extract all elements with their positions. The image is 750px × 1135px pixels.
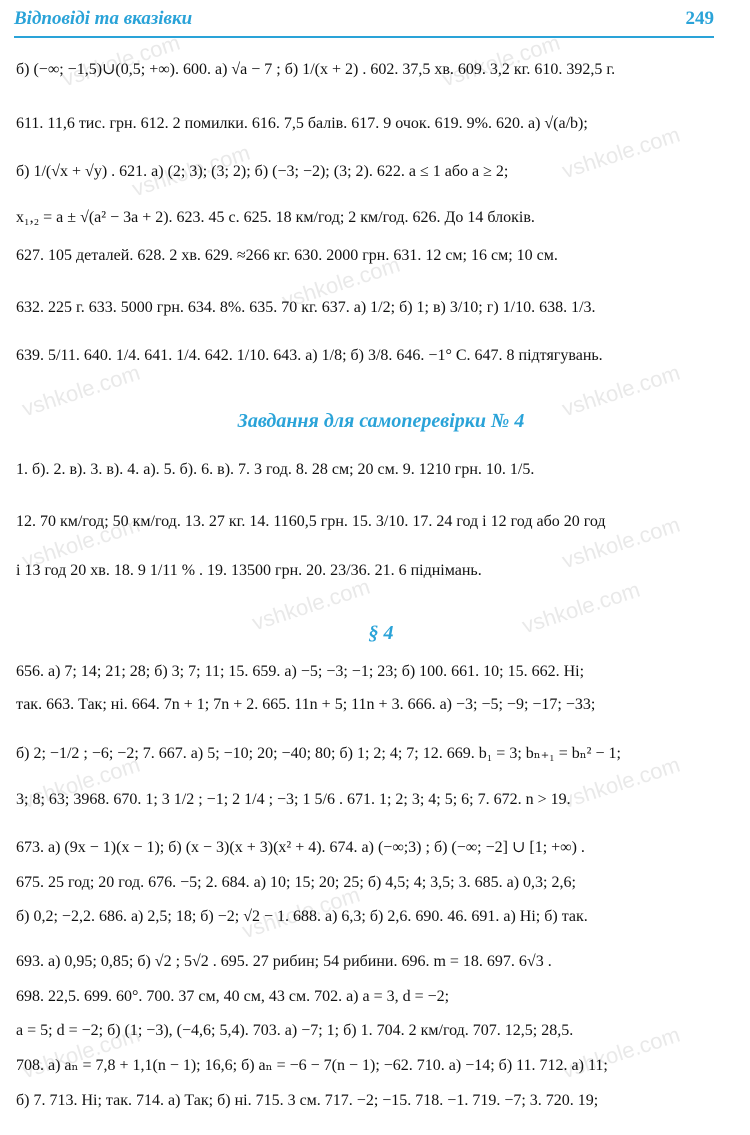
answer-line: 632. 225 г. 633. 5000 грн. 634. 8%. 635. 70 кг. 637. а) 1/2; б) 1; в) 3/10; г) 1/10. 638. 1/3. bbox=[16, 299, 596, 316]
page-header bbox=[14, 6, 714, 38]
watermark: vshkole.com bbox=[558, 1021, 683, 1084]
answer-line: 708. а) aₙ = 7,8 + 1,1(n − 1); 16,6; б) aₙ = −6 − 7(n − 1); −62. 710. а) −14; б) 11. 712. а) 11; bbox=[16, 1057, 608, 1074]
answer-line: так. 663. Так; ні. 664. 7n + 1; 7n + 2. 665. 11n + 5; 11n + 3. 666. а) −3; −5; −9; −17; −33; bbox=[16, 696, 596, 713]
watermark: vshkole.com bbox=[18, 511, 143, 574]
watermark: vshkole.com bbox=[238, 881, 363, 944]
answer-line: 698. 22,5. 699. 60°. 700. 37 см, 40 см, 43 см. 702. а) a = 3, d = −2; bbox=[16, 988, 450, 1005]
answer-line: б) (−∞; −1,5)∪(0,5; +∞). 600. а) √a − 7 ; б) 1/(x + 2) . 602. 37,5 хв. 609. 3,2 кг. 610. 392,5 г. bbox=[16, 61, 616, 78]
section-title-self-check: Завдання для самоперевірки № 4 bbox=[237, 410, 525, 432]
answer-line: б) 0,2; −2,2. 686. а) 2,5; 18; б) −2; √2 − 1. 688. а) 6,3; б) 2,6. 690. 46. 691. а) Ні; б) так. bbox=[16, 908, 588, 925]
answer-line: б) 2; −1/2 ; −6; −2; 7. 667. а) 5; −10; 20; −40; 80; б) 1; 2; 4; 7; 12. 669. b₁ = 3; bₙ₊₁ = bₙ² − 1; bbox=[16, 745, 621, 762]
watermark: vshkole.com bbox=[558, 359, 683, 422]
answer-line: 656. а) 7; 14; 21; 28; б) 3; 7; 11; 15. 659. а) −5; −3; −1; 23; б) 100. 661. 10; 15. 662. Ні; bbox=[16, 663, 585, 680]
watermark: vshkole.com bbox=[518, 576, 643, 639]
answer-line: 611. 11,6 тис. грн. 612. 2 помилки. 616. 7,5 балів. 617. 9 очок. 619. 9%. 620. а) √(a/b); bbox=[16, 115, 588, 132]
section-title-paragraph: § 4 bbox=[368, 622, 394, 644]
watermark: vshkole.com bbox=[558, 121, 683, 184]
answer-line: 639. 5/11. 640. 1/4. 641. 1/4. 642. 1/10. 643. а) 1/8; б) 3/8. 646. −1° С. 647. 8 підтягувань. bbox=[16, 347, 603, 364]
answer-line: б) 1/(√x + √y) . 621. а) (2; 3); (3; 2); б) (−3; −2); (3; 2). 622. a ≤ 1 або a ≥ 2; bbox=[16, 163, 509, 180]
answer-line: б) 7. 713. Ні; так. 714. а) Так; б) ні. 715. 3 см. 717. −2; −15. 718. −1. 719. −7; 3. 720. 19; bbox=[16, 1092, 599, 1109]
watermark: vshkole.com bbox=[128, 139, 253, 202]
answer-line: 1. б). 2. в). 3. в). 4. а). 5. б). 6. в). 7. 3 год. 8. 28 см; 20 см. 9. 1210 грн. 10. 1/5. bbox=[16, 461, 535, 478]
answer-line: 693. а) 0,95; 0,85; б) √2 ; 5√2 . 695. 27 рибин; 54 рибини. 696. m = 18. 697. 6√3 . bbox=[16, 953, 552, 970]
answer-line: x₁,₂ = a ± √(a² − 3a + 2). 623. 45 с. 625. 18 км/год; 2 км/год. 626. До 14 блоків. bbox=[16, 209, 535, 226]
answer-line: 12. 70 км/год; 50 км/год. 13. 27 кг. 14. 1160,5 грн. 15. 3/10. 17. 24 год і 12 год або 20 год bbox=[16, 513, 606, 530]
watermark: vshkole.com bbox=[438, 29, 563, 92]
watermark: vshkole.com bbox=[18, 1021, 143, 1084]
answer-line: 3; 8; 63; 3968. 670. 1; 3 1/2 ; −1; 2 1/4 ; −3; 1 5/6 . 671. 1; 2; 3; 4; 5; 6; 7. 672. n > 19. bbox=[16, 791, 571, 808]
watermark: vshkole.com bbox=[278, 251, 403, 314]
watermark: vshkole.com bbox=[558, 511, 683, 574]
page-number: 249 bbox=[685, 8, 714, 29]
answer-line: 675. 25 год; 20 год. 676. −5; 2. 684. а) 10; 15; 20; 25; б) 4,5; 4; 3,5; 3. 685. а) 0,3; 2,6; bbox=[16, 874, 576, 891]
answer-line: a = 5; d = −2; б) (1; −3), (−4,6; 5,4). 703. а) −7; 1; б) 1. 704. 2 км/год. 707. 12,5; 28,5. bbox=[16, 1022, 574, 1039]
watermark: vshkole.com bbox=[58, 29, 183, 92]
watermark: vshkole.com bbox=[18, 359, 143, 422]
watermark: vshkole.com bbox=[248, 573, 373, 636]
watermark: vshkole.com bbox=[18, 751, 143, 814]
answer-line: і 13 год 20 хв. 18. 9 1/11 % . 19. 13500 грн. 20. 23/36. 21. 6 піднімань. bbox=[16, 562, 482, 579]
header-title: Відповіді та вказівки bbox=[14, 8, 193, 29]
answer-line: 673. а) (9x − 1)(x − 1); б) (x − 3)(x + 3)(x² + 4). 674. а) (−∞;3) ; б) (−∞; −2] ∪ [1; +∞) . bbox=[16, 839, 585, 856]
answer-line: 627. 105 деталей. 628. 2 хв. 629. ≈266 кг. 630. 2000 грн. 631. 12 см; 16 см; 10 см. bbox=[16, 247, 558, 264]
watermark: vshkole.com bbox=[558, 751, 683, 814]
